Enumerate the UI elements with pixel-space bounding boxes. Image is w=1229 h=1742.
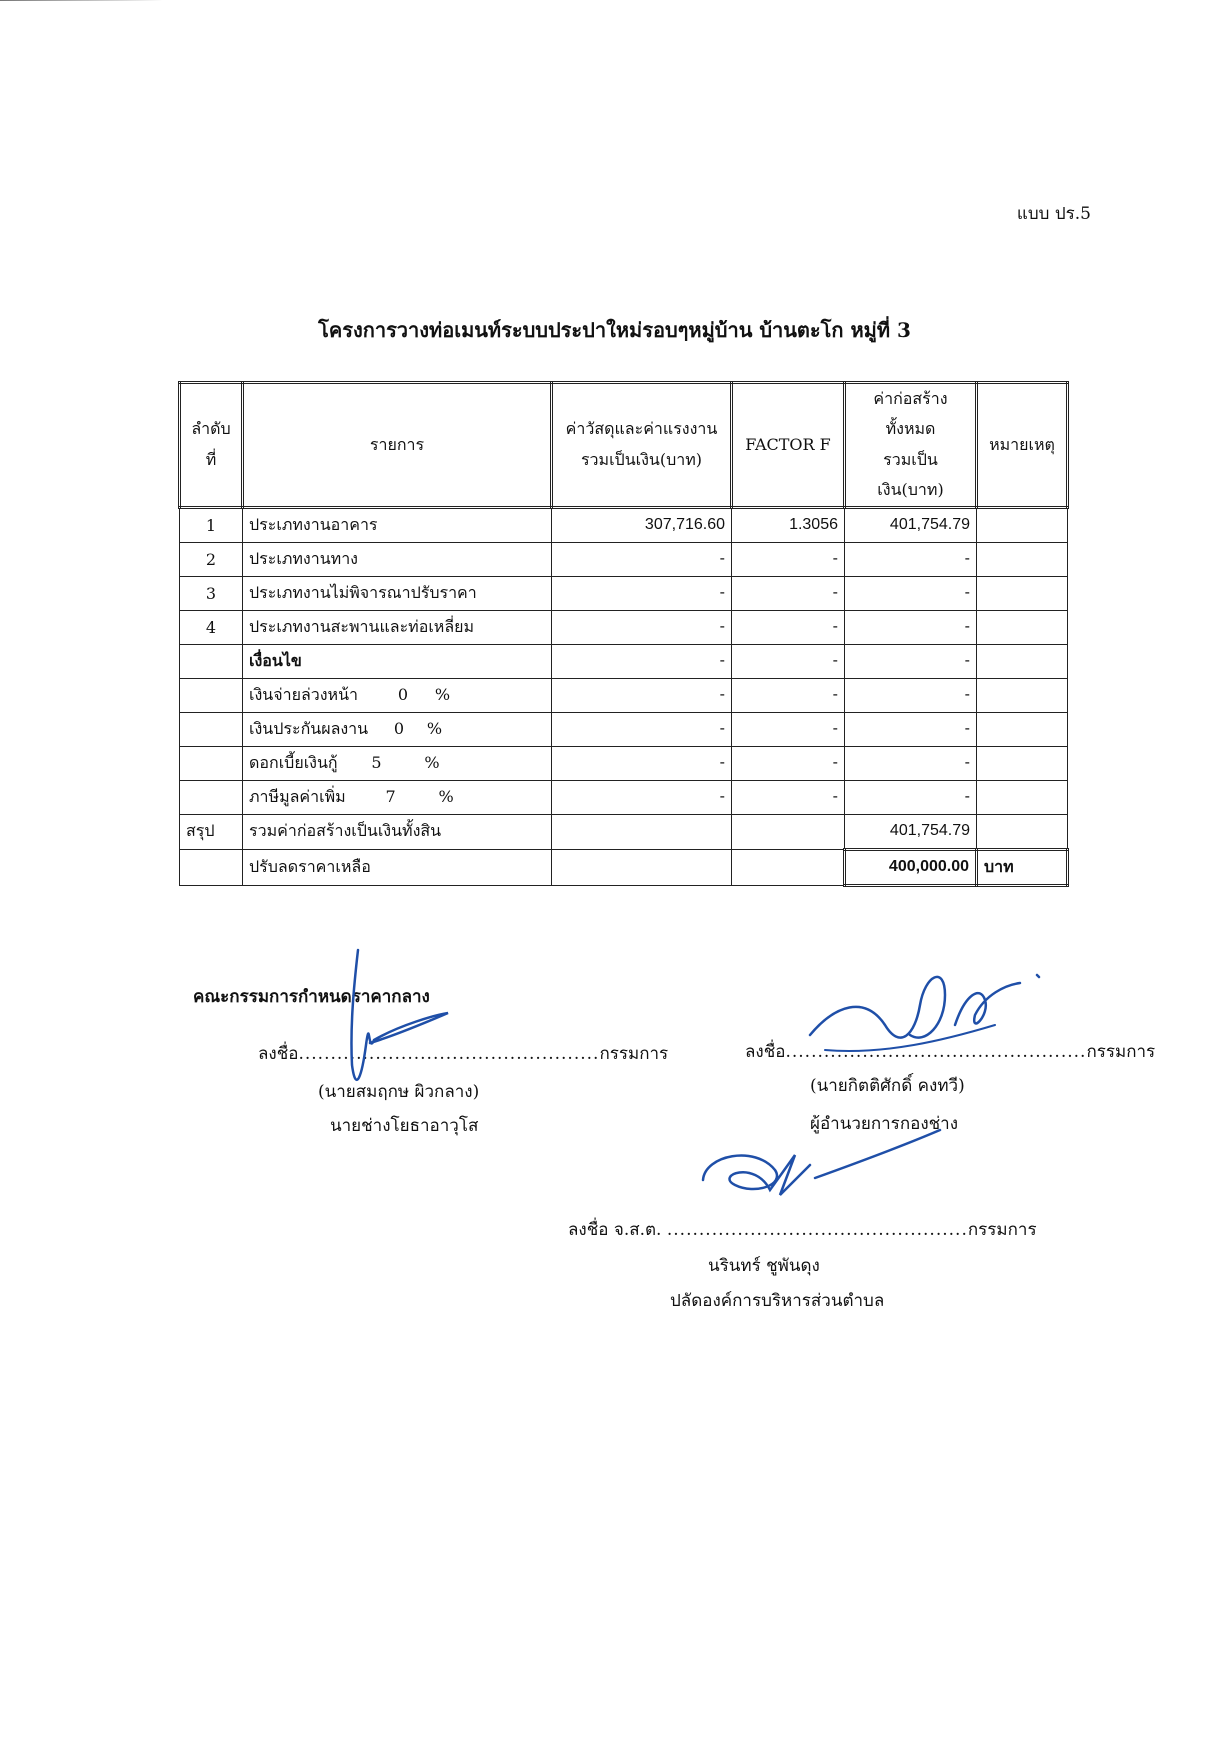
header-material-labor-line1: ค่าวัสดุและค่าแรงงาน xyxy=(565,419,718,439)
row-remark xyxy=(977,644,1068,678)
adjusted-empty-0 xyxy=(180,849,243,885)
sign-dots: ............................................... xyxy=(666,1220,968,1240)
row-remark xyxy=(977,678,1068,712)
table-row xyxy=(180,576,1068,610)
condition-value: 0 xyxy=(393,718,405,738)
table-row xyxy=(180,712,1068,746)
row-no: 2 xyxy=(180,542,243,576)
committee-title: คณะกรรมการกำหนดราคากลาง xyxy=(193,987,430,1007)
row-factor: - xyxy=(732,678,845,712)
row-material-labor: - xyxy=(552,576,732,610)
row-no xyxy=(180,780,243,814)
adjusted-empty-1 xyxy=(552,849,732,885)
row-no: 3 xyxy=(180,576,243,610)
summary-total-label: รวมค่าก่อสร้างเป็นเงินทั้งสิน xyxy=(243,814,552,849)
header-no: ลำดับที่ xyxy=(180,383,243,508)
row-factor: - xyxy=(732,780,845,814)
row-material-labor: - xyxy=(552,712,732,746)
row-item: ประเภทงานทาง xyxy=(243,542,552,576)
row-item xyxy=(243,746,552,780)
adjusted-row xyxy=(180,849,1068,885)
sign-dots: ............................................... xyxy=(785,1042,1087,1062)
table-row xyxy=(180,610,1068,644)
row-material-labor: - xyxy=(552,746,732,780)
row-remark xyxy=(977,542,1068,576)
row-factor: - xyxy=(732,746,845,780)
member2-name: (นายกิตติศักดิ์ คงทวี) xyxy=(810,1076,965,1096)
table-row xyxy=(180,678,1068,712)
row-factor: - xyxy=(732,712,845,746)
adjusted-empty-2 xyxy=(732,849,845,885)
table-header-row xyxy=(180,383,1068,508)
header-total-line2: รวมเป็นเงิน(บาท) xyxy=(877,449,944,500)
row-no xyxy=(180,712,243,746)
row-no xyxy=(180,644,243,678)
condition-unit: % xyxy=(426,718,443,738)
table-row xyxy=(180,746,1068,780)
table-row xyxy=(180,542,1068,576)
row-factor: - xyxy=(732,576,845,610)
condition-label: เงินจ่ายล่วงหน้า xyxy=(249,684,359,704)
condition-unit: % xyxy=(438,786,454,806)
member1-name: (นายสมฤกษ ผิวกลาง) xyxy=(318,1082,480,1102)
row-item: ประเภทงานสะพานและท่อเหลี่ยม xyxy=(243,610,552,644)
row-item xyxy=(243,712,552,746)
row-factor: - xyxy=(732,610,845,644)
row-item: ประเภทงานไม่พิจารณาปรับราคา xyxy=(243,576,552,610)
price-table xyxy=(178,381,1066,887)
document-title: โครงการวางท่อเมนท์ระบบประปาใหม่รอบๆหมู่บ้าน บ้านตะโก หมู่ที่ 3 xyxy=(318,318,911,342)
row-factor: - xyxy=(732,542,845,576)
row-material-labor: - xyxy=(552,644,732,678)
header-material-labor-line2: รวมเป็นเงิน(บาท) xyxy=(580,449,703,469)
row-total: - xyxy=(845,678,977,712)
adjusted-value: 400,000.00 xyxy=(845,849,977,885)
row-material-labor: 307,716.60 xyxy=(552,507,732,542)
row-no xyxy=(180,746,243,780)
row-total: - xyxy=(845,644,977,678)
row-total: - xyxy=(845,542,977,576)
condition-value: 7 xyxy=(385,786,396,806)
row-total: 401,754.79 xyxy=(845,507,977,542)
handwritten-signature-2 xyxy=(805,955,1045,1065)
row-remark xyxy=(977,610,1068,644)
sign-role: กรรมการ xyxy=(599,1044,669,1064)
condition-unit: % xyxy=(434,684,451,704)
row-remark xyxy=(977,576,1068,610)
row-total: - xyxy=(845,746,977,780)
row-item xyxy=(243,780,552,814)
row-material-labor: - xyxy=(552,780,732,814)
row-remark xyxy=(977,746,1068,780)
header-item: รายการ xyxy=(243,383,552,508)
scan-top-line xyxy=(0,0,690,1)
row-item xyxy=(243,678,552,712)
condition-label: ภาษีมูลค่าเพิ่ม xyxy=(249,786,346,806)
header-factor: FACTOR F xyxy=(732,383,845,508)
row-no: 4 xyxy=(180,610,243,644)
row-no xyxy=(180,678,243,712)
row-item: ประเภทงานอาคาร xyxy=(243,507,552,542)
row-no: 1 xyxy=(180,507,243,542)
header-total xyxy=(845,383,977,508)
condition-value: 0 xyxy=(397,684,409,704)
summary-empty-1 xyxy=(552,814,732,849)
summary-label: สรุป xyxy=(180,814,243,849)
sign-prefix: ลงชื่อ xyxy=(745,1042,786,1062)
row-total: - xyxy=(845,780,977,814)
table-row xyxy=(180,507,1068,542)
row-remark xyxy=(977,507,1068,542)
table-row xyxy=(180,780,1068,814)
row-remark xyxy=(977,780,1068,814)
sign-role: กรรมการ xyxy=(1086,1042,1156,1062)
row-total: - xyxy=(845,712,977,746)
condition-value: 5 xyxy=(371,752,382,772)
summary-row xyxy=(180,814,1068,849)
member2-position: ผู้อำนวยการกองช่าง xyxy=(810,1114,959,1134)
header-remark: หมายเหตุ xyxy=(977,383,1068,508)
table-row xyxy=(180,644,1068,678)
handwritten-signature-1 xyxy=(340,945,470,1120)
row-total: - xyxy=(845,610,977,644)
header-material-labor xyxy=(552,383,732,508)
sign-prefix-rank: ลงชื่อ จ.ส.ต. xyxy=(568,1220,662,1240)
condition-unit: % xyxy=(424,752,440,772)
member3-position: ปลัดองค์การบริหารส่วนตำบล xyxy=(670,1291,885,1311)
sign-role: กรรมการ xyxy=(967,1220,1037,1240)
row-total: - xyxy=(845,576,977,610)
sign-dots: ............................................... xyxy=(298,1044,600,1064)
adjusted-label: ปรับลดราคาเหลือ xyxy=(243,849,552,885)
summary-total-value: 401,754.79 xyxy=(845,814,977,849)
currency-label: บาท xyxy=(977,849,1068,885)
summary-empty-3 xyxy=(977,814,1068,849)
summary-empty-2 xyxy=(732,814,845,849)
row-item-conditions: เงื่อนไข xyxy=(243,644,552,678)
condition-label: ดอกเบี้ยเงินกู้ xyxy=(249,752,338,772)
row-material-labor: - xyxy=(552,678,732,712)
row-remark xyxy=(977,712,1068,746)
form-code: แบบ ปร.5 xyxy=(1016,204,1091,224)
row-factor: - xyxy=(732,644,845,678)
handwritten-signature-3 xyxy=(695,1130,945,1210)
header-total-line1: ค่าก่อสร้างทั้งหมด xyxy=(873,389,948,439)
member1-position: นายช่างโยธาอาวุโส xyxy=(330,1116,479,1136)
condition-label: เงินประกันผลงาน xyxy=(249,718,369,738)
signature-line-3 xyxy=(568,1216,1037,1243)
row-material-labor: - xyxy=(552,610,732,644)
member3-name: นรินทร์ ชูพันดุง xyxy=(708,1256,820,1276)
sign-prefix: ลงชื่อ xyxy=(258,1044,299,1064)
row-factor: 1.3056 xyxy=(732,507,845,542)
row-material-labor: - xyxy=(552,542,732,576)
